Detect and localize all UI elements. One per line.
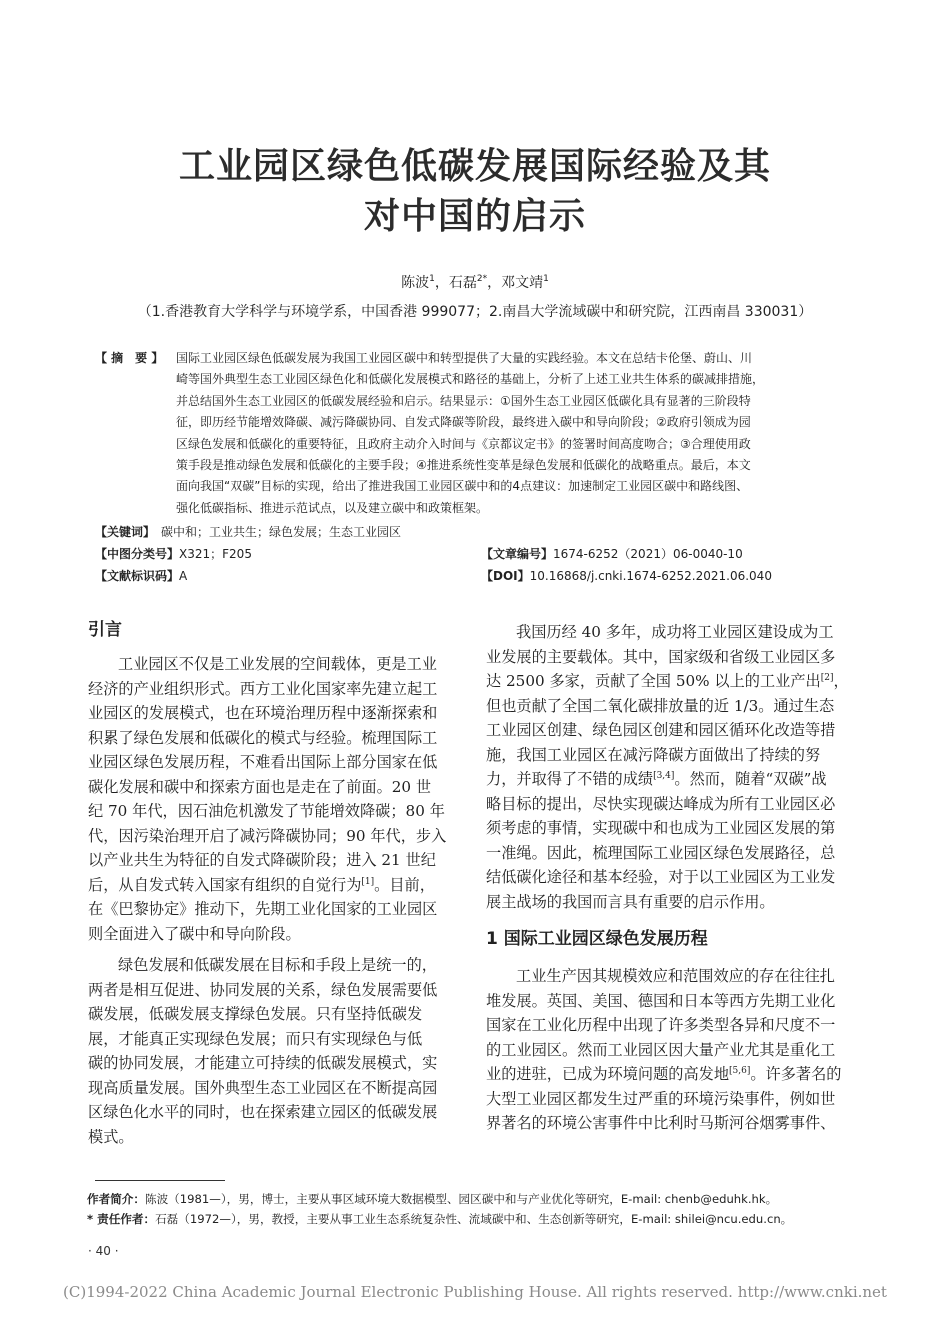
footnote-text: 石磊（1972—），男，教授，主要从事工业生态系统复杂性、流域碳中和、生态创新等研究，E-mail: shilei@ncu.edu.cn。 — [155, 1212, 793, 1226]
text-line: 施，我国工业园区在减污降碳方面做出了持续的努 — [486, 745, 821, 764]
text-span: 。目前， — [374, 875, 435, 894]
text-line: 工业园区不仅是工业发展的空间载体，更是工业 — [118, 655, 437, 673]
copyright-watermark: (C)1994-2022 China Academic Journal Electronic Publishing House. All rights reserved. http://www.cnki.net — [63, 1283, 887, 1301]
right-column — [486, 620, 866, 1136]
text-line: 则全面进入了碳中和导向阶段。 — [88, 924, 301, 943]
doi — [481, 566, 772, 587]
text-line: 国家在工业化历程中出现了许多类型各异和尺度不一 — [486, 1016, 836, 1034]
text-line: 我国历经 40 多年，成功将工业园区建设成为工 — [516, 623, 834, 641]
text-line: 业园区的发展模式，也在环境治理历程中逐渐探索和 — [88, 704, 438, 722]
abstract-line: 策手段是推动绿色发展和低碳化的主要手段；④推进系统性变革是绿色发展和低碳化的战略重点。最后，本文 — [176, 458, 751, 473]
author-affil-mark: 1 — [429, 274, 435, 284]
footnote-corresponding — [87, 1211, 792, 1227]
text-line: 展，才能真正实现绿色发展；而只有实现绿色与低 — [88, 1029, 423, 1048]
text-line: 界著名的环境公害事件中比利时马斯河谷烟雾事件、 — [486, 1114, 836, 1132]
text-span: 力，并取得了不错的成绩 — [486, 770, 654, 788]
text-line — [486, 767, 866, 792]
text-line: 工业生产因其规模效应和范围效应的存在往往扎 — [516, 967, 835, 985]
clc-number — [95, 544, 252, 565]
abstract-line: 面向我国“双碳”目标的实现，给出了推进我国工业园区碳中和的4点建议：加速制定工业园区碳中和路线图、 — [176, 479, 749, 494]
keywords — [95, 522, 401, 543]
author-separator: ， — [434, 275, 449, 291]
paper-title — [0, 142, 950, 242]
text-line: 两者是相互促进、协同发展的关系，绿色发展需要低 — [88, 980, 438, 999]
title-line-1: 工业园区绿色低碳发展国际经验及其 — [178, 146, 771, 187]
author-affil-mark: 2* — [476, 274, 488, 284]
citation-mark: [5,6] — [729, 1066, 751, 1076]
abstract-line: 区绿色发展和低碳化的重要特征，且政府主动介入时间与《京都议定书》的签署时间高度吻合；③合理使用政 — [176, 436, 751, 451]
text-line — [486, 669, 866, 694]
footnote-author — [87, 1191, 777, 1207]
left-column — [88, 618, 466, 1149]
text-line: 的工业园区。然而工业园区因大量产业尤其是重化工 — [486, 1040, 836, 1059]
text-line: 结低碳化途径和基本经验，对于以工业园区为工业发 — [486, 868, 836, 886]
footnote-text: 陈波（1981—），男，博士，主要从事区域环境大数据模型、园区碳中和与产业优化等研究，E-mail: chenb@eduhk.hk。 — [144, 1192, 778, 1206]
citation-mark: [1] — [361, 876, 375, 887]
text-span: 业的进驻，已成为环境问题的高发地 — [486, 1065, 729, 1083]
text-span: 后，从自发式转入国家有组织的自觉行为 — [88, 875, 362, 894]
text-line: 区绿色化水平的同时，也在探索建立园区的低碳发展 — [88, 1103, 438, 1121]
section-heading-1: 1 国际工业园区绿色发展历程 — [486, 929, 708, 949]
keywords-label: 【关键词】 — [95, 525, 156, 539]
doc-code-label: 【文献标识码】 — [95, 569, 180, 583]
abstract-line: 国际工业园区绿色低碳发展为我国工业园区碳中和转型提供了大量的实践经验。本文在总结卡伦堡、蔚山、川 — [176, 351, 753, 365]
text-line: 业发展的主要载体。其中，国家级和省级工业园区多 — [486, 647, 836, 666]
text-line: 工业园区创建、绿色园区创建和园区循环化改造等措 — [486, 721, 836, 739]
author-separator: ， — [487, 275, 502, 291]
text-line: 模式。 — [88, 1127, 134, 1146]
text-line: 现高质量发展。国外典型生态工业园区在不断提高园 — [88, 1078, 438, 1097]
text-span: 达 2500 多家，贡献了全国 50% 以上的工业产出 — [486, 672, 821, 690]
text-line: 展主战场的我国而言具有重要的启示作用。 — [486, 892, 775, 911]
footnote-label: * 责任作者： — [87, 1212, 156, 1226]
doc-code-value: A — [179, 569, 188, 583]
keywords-value: 碳中和；工业共生；绿色发展；生态工业园区 — [161, 525, 402, 539]
citation-mark: [2] — [820, 673, 834, 683]
text-line: 业园区绿色发展历程，不难看出国际上部分国家在低 — [88, 753, 438, 771]
title-line-2: 对中国的启示 — [363, 196, 586, 237]
author-affil-mark: 1 — [543, 274, 549, 284]
abstract-line: 强化低碳指标、推进示范试点，以及建立碳中和政策框架。 — [176, 500, 489, 515]
text-line: 大型工业园区都发生过严重的环境污染事件，例如世 — [486, 1089, 836, 1108]
text-line: 在《巴黎协定》推动下，先期工业化国家的工业园区 — [88, 900, 438, 918]
doi-label: 【DOI】 — [481, 569, 530, 583]
text-line — [88, 873, 466, 898]
text-line: 绿色发展和低碳发展在目标和手段上是统一的， — [118, 956, 437, 974]
text-line: 须考虑的事情，实现碳中和也成为工业园区发展的第 — [486, 819, 836, 837]
article-no-value: 1674-6252（2021）06-0040-10 — [553, 547, 743, 561]
article-no-label: 【文章编号】 — [481, 547, 554, 561]
section-heading-intro: 引言 — [88, 620, 122, 640]
footnote-label: 作者简介： — [87, 1192, 145, 1206]
footnote-divider — [95, 1180, 225, 1181]
author-list — [0, 272, 950, 292]
text-line: 略目标的提出，尽快实现碳达峰成为所有工业园区必 — [486, 794, 836, 813]
author-name: 石磊 — [448, 275, 477, 291]
abstract-line: 崎等国外典型生态工业园区绿色化和低碳化发展模式和路径的基础上，分析了上述工业共生体系的碳减排措施， — [176, 372, 765, 387]
author-name: 邓文靖 — [501, 275, 544, 291]
document-code — [95, 566, 187, 587]
text-line: 碳的协同发展，才能建立可持续的低碳发展模式，实 — [88, 1054, 438, 1072]
text-span: ， — [833, 672, 849, 690]
abstract-label: 【 摘 要 】 — [95, 351, 164, 365]
abstract-line: 征，即历经节能增效降碳、减污降碳协同、自发式降碳等阶段，最终进入碳中和导向阶段；②政府引领成为园 — [176, 415, 751, 430]
text-line — [486, 1062, 866, 1087]
text-span: 。许多著名的 — [750, 1065, 842, 1083]
abstract-body — [176, 348, 856, 519]
clc-label: 【中图分类号】 — [95, 547, 180, 561]
text-line: 碳化发展和碳中和探索方面也是走在了前面。20 世 — [88, 777, 432, 796]
page-number: · 40 · — [88, 1244, 119, 1258]
text-line: 堆发展。英国、美国、德国和日本等西方先期工业化 — [486, 991, 836, 1010]
text-line: 碳发展，低碳发展支撑绿色发展。只有坚持低碳发 — [88, 1005, 423, 1023]
text-line: 纪 70 年代，因石油危机激发了节能增效降碳；80 年 — [88, 802, 445, 820]
affiliations: （1.香港教育大学科学与环境学系，中国香港 999077；2.南昌大学流域碳中和研究院，江西南昌 330031） — [137, 304, 813, 320]
text-line: 代，因污染治理开启了减污降碳协同；90 年代，步入 — [88, 826, 447, 845]
text-line: 积累了绿色发展和低碳化的模式与经验。梳理国际工 — [88, 728, 438, 747]
citation-mark: [3,4] — [653, 771, 675, 781]
author-name: 陈波 — [401, 275, 430, 291]
text-line: 以产业共生为特征的自发式降碳阶段；进入 21 世纪 — [88, 851, 436, 869]
clc-value: X321；F205 — [179, 547, 252, 561]
text-line: 经济的产业组织形式。西方工业化国家率先建立起工 — [88, 679, 438, 698]
text-line: 一准绳。因此，梳理国际工业园区绿色发展路径，总 — [486, 843, 836, 862]
abstract-line: 并总结国外生态工业园区的低碳发展经验和启示。结果显示：①国外生态工业园区低碳化具有显著的三阶段特 — [176, 393, 751, 408]
doi-value: 10.16868/j.cnki.1674-6252.2021.06.040 — [529, 569, 772, 583]
text-line: 但也贡献了全国二氧化碳排放量的近 1/3。通过生态 — [486, 696, 835, 715]
article-number — [481, 544, 743, 565]
text-span: 。然而，随着“双碳”战 — [674, 770, 827, 788]
